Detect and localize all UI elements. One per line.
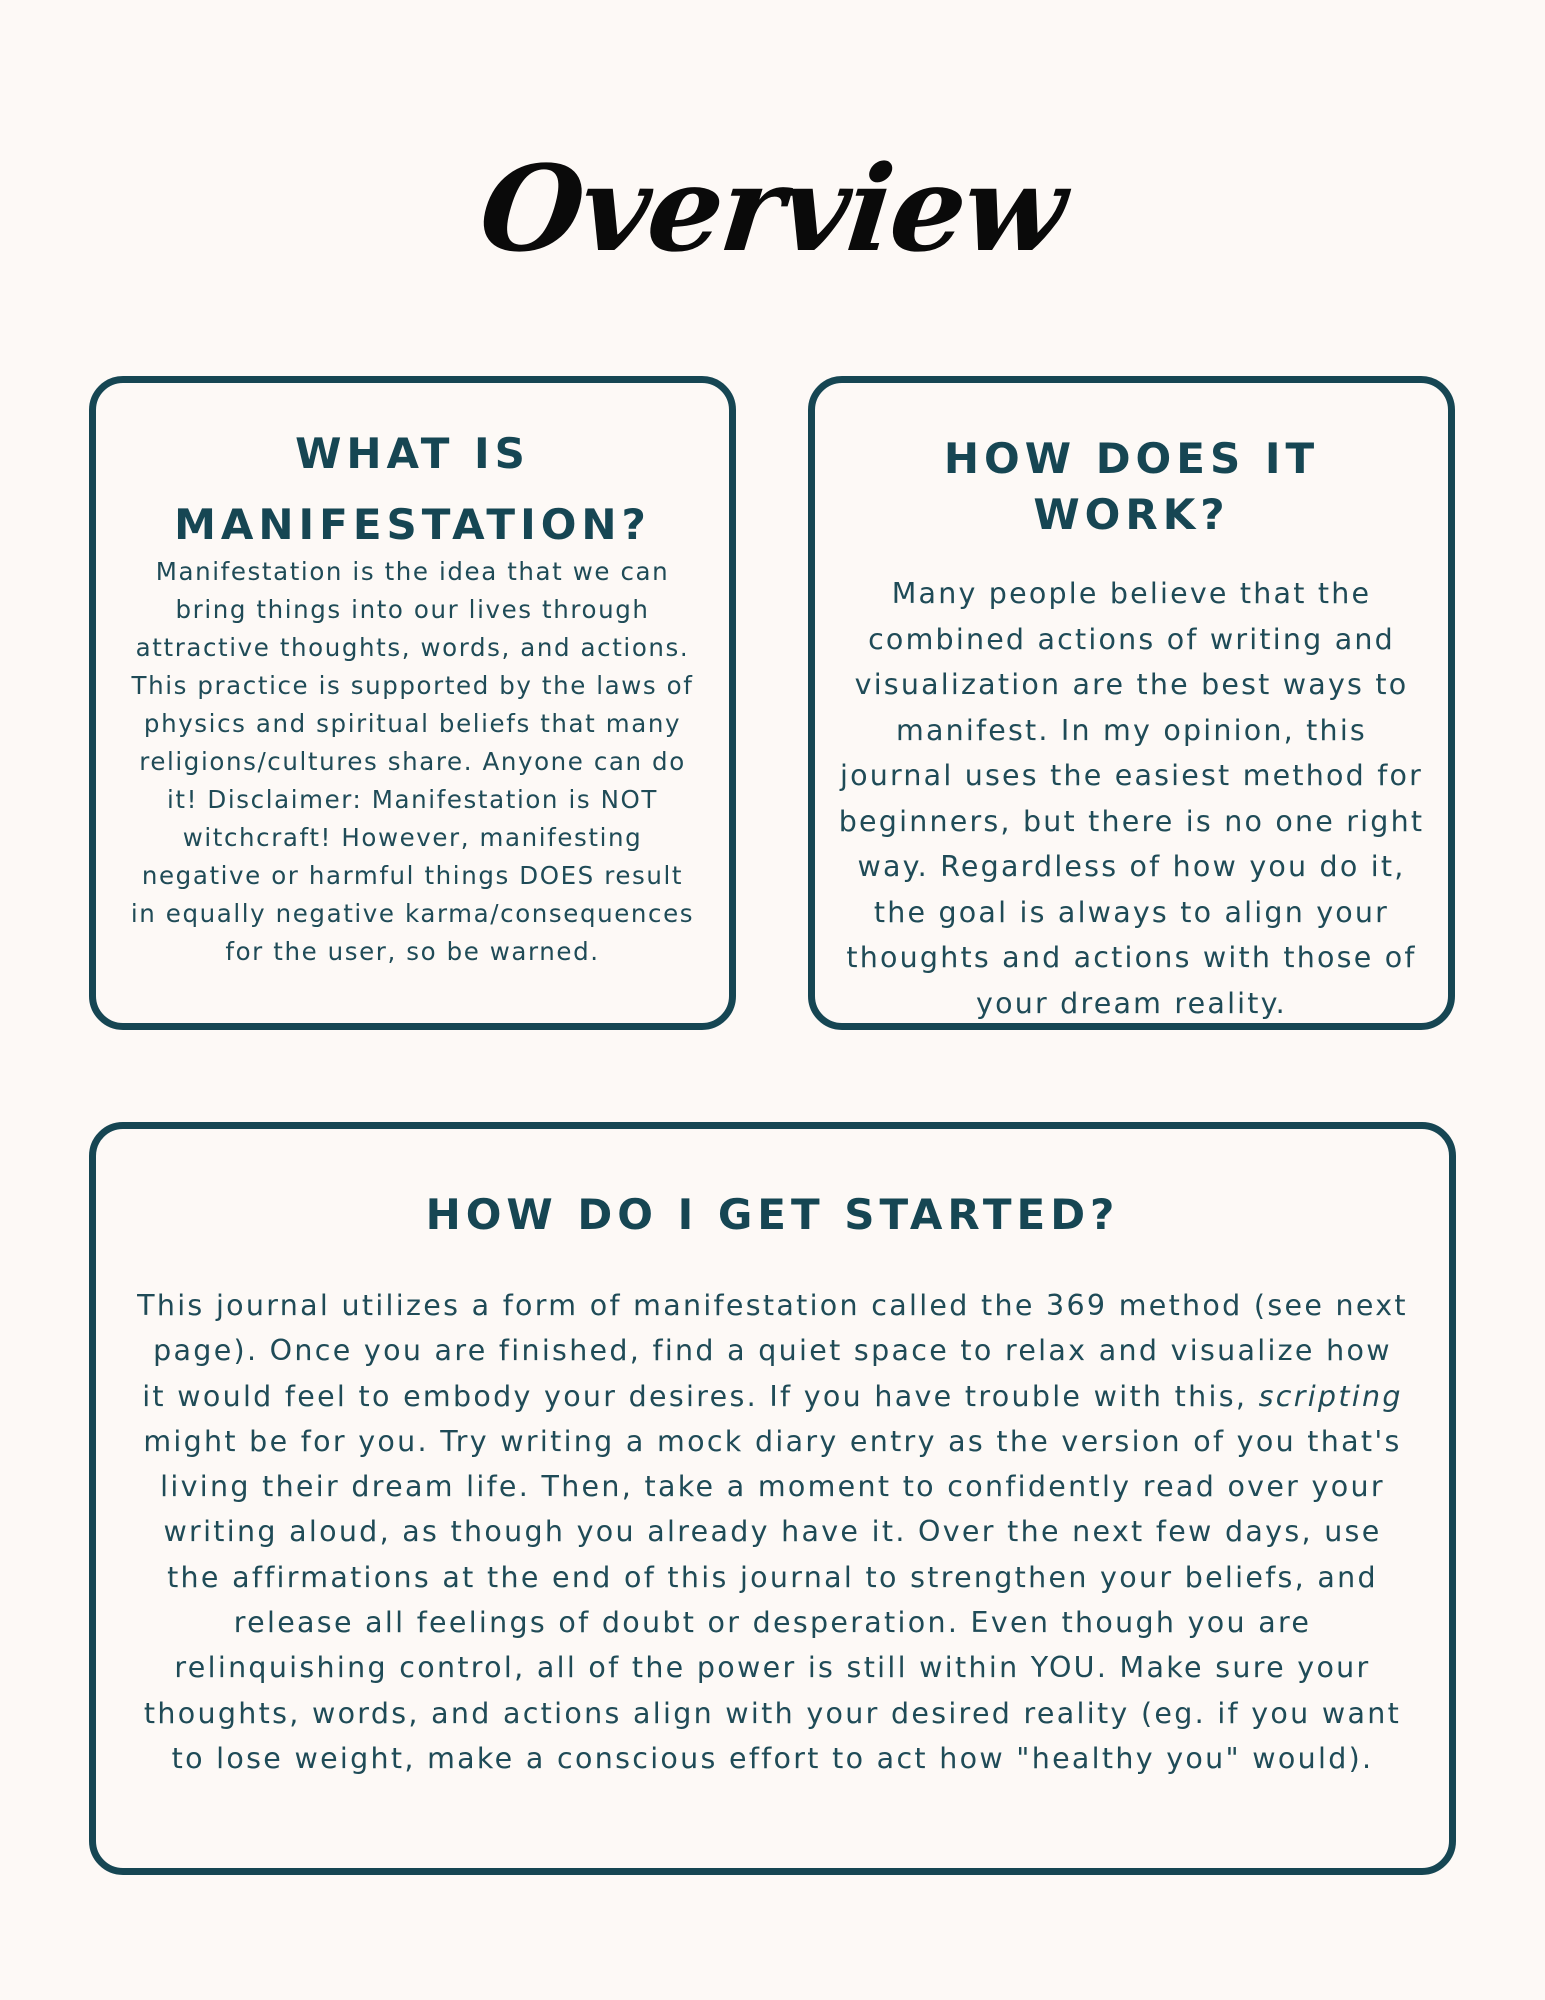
- how-work-body: Many people believe that the combined actions of writing and visualization are the best ways to manifest. In my opinion, this journal uses the easiest method for beginners, but there is no one right way. Regardless of how you do it, the goal is always to align your thoughts and actions with those of your dream reality.: [838, 577, 1425, 1020]
- get-started-body-part1: This journal utilizes a form of manifestation called the 369 method (see next page). Once you are finished, find a quiet space to relax and visualize how it would feel to embody your desires. If you have trouble with this,: [137, 1289, 1408, 1413]
- what-is-body: Manifestation is the idea that we can bring things into our lives through attractive thoughts, words, and actions. This practice is supported by the laws of physics and spiritual beliefs that many religions/cultures share. Anyone can do it! Disclaimer: Manifestation is NOT witchcraft! However, manifesting negative or harmful things DOES result in equally negative karma/consequences for the user, so be warned.: [130, 557, 695, 966]
- get-started-heading: HOW DO I GET STARTED?: [425, 1190, 1120, 1239]
- get-started-body-part2: might be for you. Try writing a mock diary entry as the version of you that's living their dream life. Then, take a moment to confidently read over your writing aloud, as though you already have it. Over the next few days, use the affirmations at the end of this journal to strengthen your beliefs, and release all feelings of doubt or desperation. Even though you are relinquishing control, all of the power is still within YOU. Make sure your thoughts, words, and actions align with your desired reality (eg. if you want to lose weight, make a conscious effort to act how "healthy you" would).: [143, 1424, 1402, 1775]
- how-does-it-work-card: [808, 376, 1455, 1030]
- what-is-heading-line2: MANIFESTATION?: [174, 500, 651, 549]
- what-is-manifestation-card: [89, 376, 736, 1030]
- get-started-body: [136, 1283, 1409, 1781]
- how-do-i-get-started-card: [89, 1122, 1456, 1875]
- scripting-emphasis: scripting: [1258, 1379, 1403, 1413]
- what-is-heading-line1: WHAT IS: [295, 429, 530, 478]
- how-work-heading: HOW DOES IT WORK?: [943, 434, 1320, 539]
- page-title: Overview: [473, 139, 1072, 278]
- what-is-heading: [126, 418, 699, 560]
